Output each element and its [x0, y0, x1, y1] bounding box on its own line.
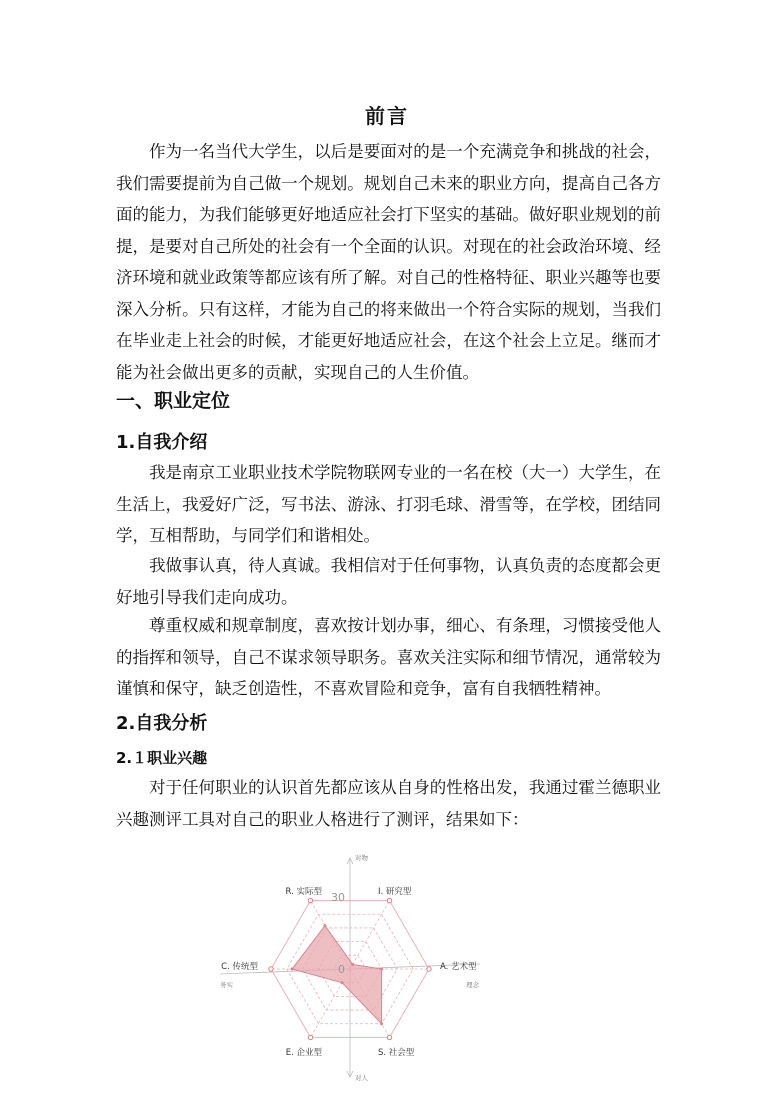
direction-label-bottom: 对人: [355, 1074, 368, 1082]
radar-axis-label: R. 实际型: [285, 887, 322, 897]
radar-data-point: [323, 924, 326, 927]
intro-paragraph-2: 我做事认真，待人真诚。我相信对于任何事物，认真负责的态度都会更好地引导我们走向成功。: [116, 556, 661, 607]
radar-data-point: [380, 1022, 383, 1025]
interest-paragraph: 对于任何职业的认识首先都应该从自身的性格出发，我通过霍兰德职业兴趣测评工具对自己的职业人格进行了测评，结果如下：: [116, 778, 661, 829]
radar-vertex-dot: [387, 1035, 391, 1039]
section-heading-career-positioning: 一、职业定位: [116, 390, 231, 412]
subheading-career-interest: 2.１职业兴趣: [116, 749, 208, 767]
subheading-self-introduction: 1.自我介绍: [116, 432, 208, 453]
direction-label-right: 理念: [466, 981, 479, 989]
radar-tick-label-max: 30: [331, 891, 345, 904]
direction-label-top: 对物: [355, 854, 368, 862]
subheading-self-analysis: 2.自我分析: [116, 713, 208, 734]
radar-spoke: [350, 901, 390, 969]
intro-paragraph-3: 尊重权威和规章制度，喜欢按计划办事，细心、有条理，习惯接受他人的指挥和领导，自己不谋求领导职务。喜欢关注实际和细节情况，通常较为谨慎和保守，缺乏创造性，不喜欢冒险和竞争，富有自我牺牲精神。: [116, 616, 661, 698]
page-title: 前言: [365, 104, 409, 128]
radar-vertex-dot: [308, 1035, 312, 1039]
radar-vertex-dot: [427, 967, 431, 971]
radar-data-point: [341, 981, 344, 984]
radar-tick-label-min: 0: [338, 963, 345, 976]
radar-data-point: [380, 968, 383, 971]
radar-vertex-dot: [269, 967, 273, 971]
radar-axis-label: I. 研究型: [378, 887, 412, 897]
radar-axis-label: C. 传统型: [221, 962, 258, 972]
preface-paragraph: 作为一名当代大学生，以后是要面对的是一个充满竞争和挑战的社会，我们需要提前为自己做一个规划。规划自己未来的职业方向，提高自己各方面的能力，为我们能够更好地适应社会打下坚实的基础。做好职业规划的前提，是要对自己所处的社会有一个全面的认识。对现在的社会政治环境、经济环境和就业政策等都应该有所了解。对自己的性格特征、职业兴趣等也要深入分析。只有这样，才能为自己的将来做出一个符合实际的规划，当我们在毕业走上社会的时候，才能更好地适应社会，在这个社会上立足。继而才能为社会做出更多的贡献，实现自己的人生价值。: [116, 142, 661, 382]
direction-label-left: 务实: [220, 981, 233, 989]
intro-paragraph-1: 我是南京工业职业技术学院物联网专业的一名在校（大一）大学生，在生活上，我爱好广泛，写书法、游泳、打羽毛球、滑雪等，在学校，团结同学，互相帮助，与同学们和谐相处。: [116, 463, 661, 545]
radar-axis-label: A. 艺术型: [440, 962, 477, 972]
radar-vertex-dot: [387, 898, 391, 902]
radar-data-area: [292, 926, 382, 1024]
radar-data-point: [291, 968, 294, 971]
radar-vertex-dot: [308, 898, 312, 902]
holland-radar-chart: [200, 850, 500, 1090]
radar-axis-label: S. 社会型: [378, 1048, 415, 1058]
radar-data-point: [351, 963, 354, 966]
radar-axis-label: E. 企业型: [285, 1048, 322, 1058]
